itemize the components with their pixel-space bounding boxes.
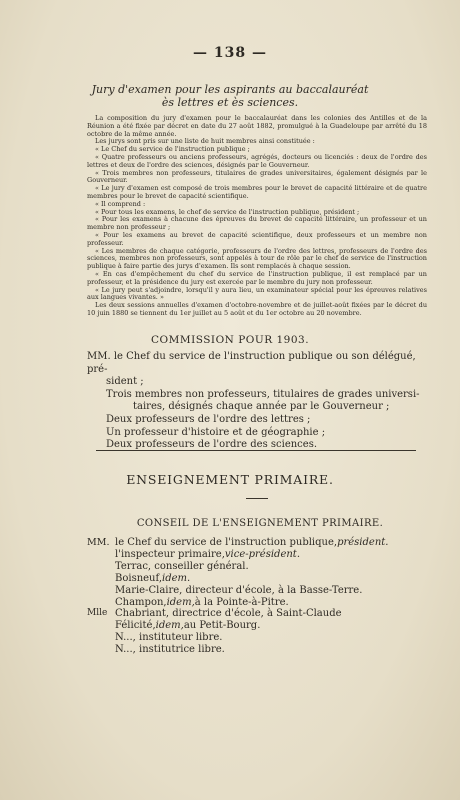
list-item — [87, 585, 427, 597]
commission-heading: COMMISSION POUR 1903. — [150, 334, 310, 346]
member-role: idem. — [162, 572, 191, 584]
short-divider — [246, 498, 268, 499]
member-role: idem, — [166, 596, 195, 608]
paragraph: Les deux sessions annuelles d'examen d'octobre-novembre et de juillet-août fixées par le décret du 10 juin 1880 se tiennent du 1er juillet au 5 août et du 1er octobre au 20 novembre. — [87, 301, 427, 317]
section-divider — [96, 450, 416, 451]
member-name: l'inspecteur primaire, — [115, 548, 225, 560]
conseil-list — [87, 537, 427, 656]
paragraph: « Les membres de chaque catégorie, professeurs de l'ordre des lettres, professeurs de l'ordre des sciences, membres non professeurs, sont appelés à tour de rôle par le chef de service de l'instruction publique à faire partie des jurys d'examen. Ils sont remplacés à chaque session. — [87, 246, 427, 271]
commission-line: Deux professeurs de l'ordre des lettres ; — [106, 413, 311, 425]
commission-line: sident ; — [106, 376, 144, 388]
list-item — [87, 632, 427, 644]
member-name: N..., institutrice libre. — [115, 644, 225, 656]
conseil-heading: CONSEIL DE L'ENSEIGNEMENT PRIMAIRE. — [136, 518, 384, 529]
commission-line: Trois membres non professeurs, titulaires de grades universi- — [106, 388, 420, 400]
list-item — [87, 597, 427, 609]
paragraph: « Quatre professeurs ou anciens professeurs, agrégés, docteurs ou licenciés : deux de l'ordre des lettres et deux de l'ordre des sciences, désignés par le Gouverneur. — [87, 152, 427, 169]
list-item — [87, 620, 427, 632]
paragraph: « Pour les examens au brevet de capacité scientifique, deux professeurs et un membre non professeur. — [87, 230, 427, 247]
paragraph: « Il comprend : — [95, 199, 146, 208]
member-name: Champon, — [115, 596, 167, 608]
member-name: Boisneuf, — [115, 572, 163, 584]
list-item — [87, 561, 427, 573]
member-name: N..., instituteur libre. — [115, 632, 223, 644]
decree-text — [87, 115, 427, 318]
commission-line: Un professeur d'histoire et de géographie ; — [106, 426, 326, 438]
paragraph: « Le jury d'examen est composé de trois membres pour le brevet de capacité littéraire et de quatre membres pour le brevet de capacité scientifique. — [87, 184, 427, 200]
member-place: à la Pointe-à-Pitre. — [194, 596, 289, 608]
member-name: le Chef du service de l'instruction publique, — [115, 537, 338, 548]
member-name: Terrac, conseiller général. — [115, 560, 249, 572]
title-line-1: Jury d'examen pour les aspirants au baccalauréat — [91, 83, 369, 96]
page-number: — 138 — — [193, 45, 267, 61]
title-line-2: ès lettres et ès sciences. — [161, 96, 299, 109]
member-name: Chabriant, directrice d'école, à Saint-Claude — [115, 608, 342, 620]
section-heading: ENSEIGNEMENT PRIMAIRE. — [126, 472, 334, 487]
member-role: idem, — [155, 620, 184, 632]
member-name: Marie-Claire, directeur d'école, à la Basse-Terre. — [115, 584, 363, 596]
member-name: Félicité, — [115, 620, 156, 632]
paragraph: « Trois membres non professeurs, titulaires de grades universitaires, également désignés par le Gouverneur. — [87, 168, 427, 185]
commission-line: taires, désignés chaque année par le Gouverneur ; — [133, 401, 390, 413]
paragraph: « Le jury peut s'adjoindre, lorsqu'il y aura lieu, un examinateur spécial pour les épreuves relatives aux langues vivantes. » — [87, 285, 427, 302]
paragraph: Les jurys sont pris sur une liste de huit membres ainsi constituée : — [95, 137, 315, 146]
paragraph: « En cas d'empêchement du chef du service de l'instruction publique, il est remplacé par un professeur, et la présidence du jury est exercée par le membre du jury non professeur. — [87, 269, 427, 286]
list-item — [87, 573, 427, 585]
member-role: président. — [337, 537, 389, 548]
section-title — [60, 83, 400, 109]
paragraph: « Le Chef du service de l'instruction publique ; — [95, 145, 250, 154]
member-role: vice-président. — [224, 548, 301, 560]
prefix-mlle: Mlle — [87, 608, 108, 619]
commission-line: Deux professeurs de l'ordre des sciences. — [106, 439, 318, 451]
commission-line: MM. le Chef du service de l'instruction publique ou son délégué, pré- — [87, 351, 416, 375]
prefix-mm: MM. — [87, 537, 110, 548]
list-item — [87, 537, 427, 549]
list-item — [87, 644, 427, 656]
commission-list — [87, 351, 427, 452]
paragraph: « Pour tous les examens, le chef de service de l'instruction publique, président ; — [95, 207, 360, 216]
list-item — [87, 549, 427, 561]
paragraph: « Pour les examens à chacune des épreuves du brevet de capacité littéraire, un professeur et un membre non professeur ; — [87, 215, 427, 232]
member-place: au Petit-Bourg. — [183, 620, 261, 632]
list-item — [87, 608, 427, 620]
paragraph: La composition du jury d'examen pour le baccalauréat dans les colonies des Antilles et de la Réunion a été fixée par décret en date du 27 août 1882, promulgué à la Guadeloupe par arrêté du 18 octobre de la même année. — [87, 114, 427, 138]
